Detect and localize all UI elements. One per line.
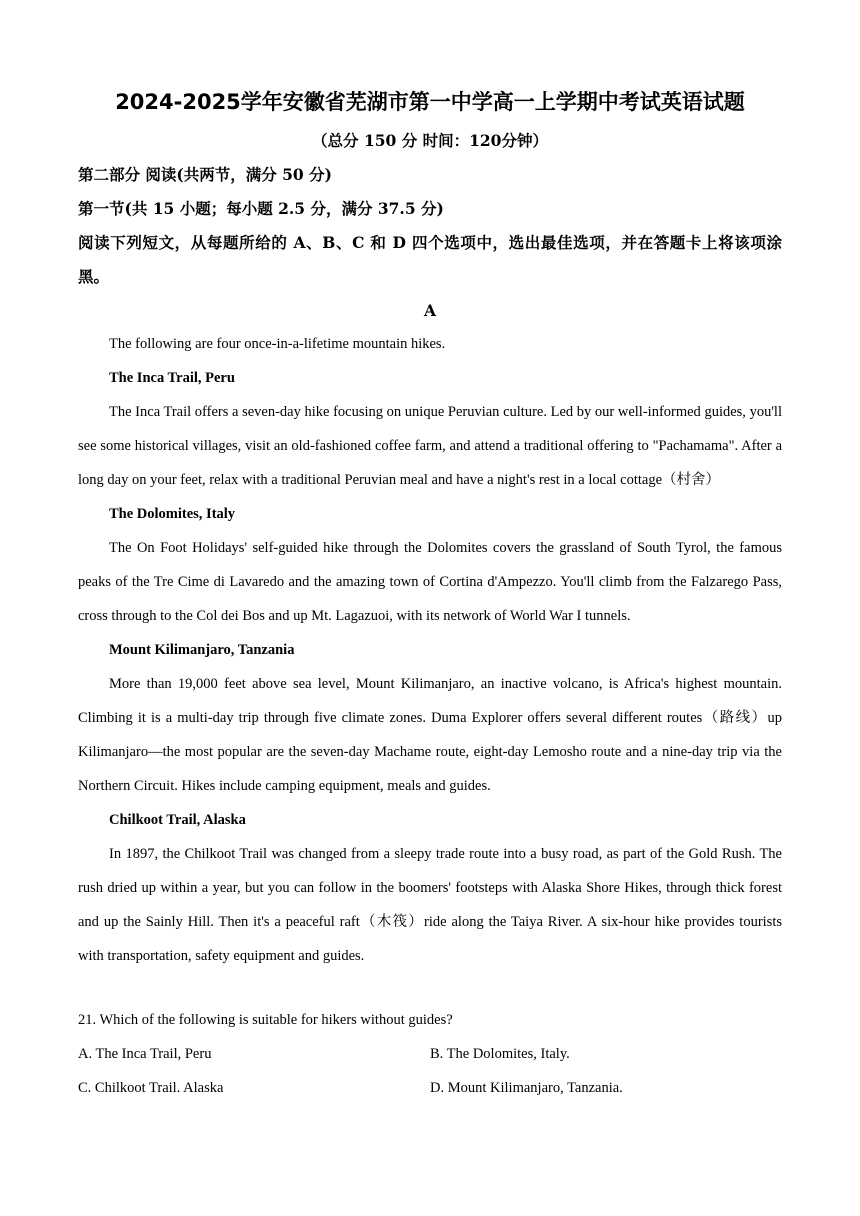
part-label: 第二部分 阅读(共两节，满分 50 分) — [78, 165, 332, 184]
option-a: A. The Inca Trail, Peru — [78, 1046, 212, 1062]
passage-letter: A — [423, 301, 437, 320]
page-title: 2024-2025学年安徽省芜湖市第一中学高一上学期中考试英语试题 — [115, 90, 745, 114]
passage-body — [78, 327, 782, 973]
option-c: C. Chilkoot Trail. Alaska — [78, 1080, 224, 1096]
hike-description: In 1897, the Chilkoot Trail was changed from a sleepy trade route into a busy road, as part of the Gold Rush. The rush dried up within a year, but you can follow in the boomers' footsteps with Alaska Shore Hikes, through thick forest and up the Sainly Hill. Then it's a peaceful raft（木筏）ride along the Taiya River. A six-hour hike provides tourists with transportation, safety equipment and guides. — [78, 846, 782, 964]
instructions: 阅读下列短文，从每题所给的 A、B、C 和 D 四个选项中，选出最佳选项，并在答题卡上将该项涂黑。 — [78, 233, 782, 286]
passage-intro: The following are four once-in-a-lifetime mountain hikes. — [109, 336, 446, 352]
section-label: 第一节(共 15 小题；每小题 2.5 分，满分 37.5 分) — [78, 199, 444, 218]
hike-description: The Inca Trail offers a seven-day hike focusing on unique Peruvian culture. Led by our well-informed guides, you'll see some historical villages, visit an old-fashioned coffee farm, and attend a traditional offering to "Pachamama". After a long day on your feet, relax with a traditional Peruvian meal and have a night's rest in a local cottage（村舍） — [78, 404, 782, 488]
option-b: B. The Dolomites, Italy. — [430, 1046, 570, 1062]
hike-heading: The Inca Trail, Peru — [109, 370, 235, 386]
hike-heading: Mount Kilimanjaro, Tanzania — [109, 642, 295, 658]
hike-description: More than 19,000 feet above sea level, Mount Kilimanjaro, an inactive volcano, is Africa's highest mountain. Climbing it is a multi-day trip through five climate zones. Duma Explorer offers several different routes（路线）up Kilimanjaro—the most popular are the seven-day Machame route, eight-day Lemosho route and a nine-day trip via the Northern Circuit. Hikes include camping equipment, meals and guides. — [78, 676, 782, 794]
hike-heading: The Dolomites, Italy — [109, 506, 236, 522]
question-stem: 21. Which of the following is suitable for hikers without guides? — [78, 1012, 453, 1028]
hike-description: The On Foot Holidays' self-guided hike through the Dolomites covers the grassland of South Tyrol, the famous peaks of the Tre Cime di Lavaredo and the amazing town of Cortina d'Ampezzo. You'll climb from the Falzarego Pass, cross through to the Col dei Bos and up Mt. Lagazuoi, with its network of World War I tunnels. — [78, 540, 782, 624]
hike-heading: Chilkoot Trail, Alaska — [109, 812, 246, 828]
option-d: D. Mount Kilimanjaro, Tanzania. — [430, 1080, 623, 1096]
exam-info: （总分 150 分 时间：120分钟） — [312, 131, 548, 150]
